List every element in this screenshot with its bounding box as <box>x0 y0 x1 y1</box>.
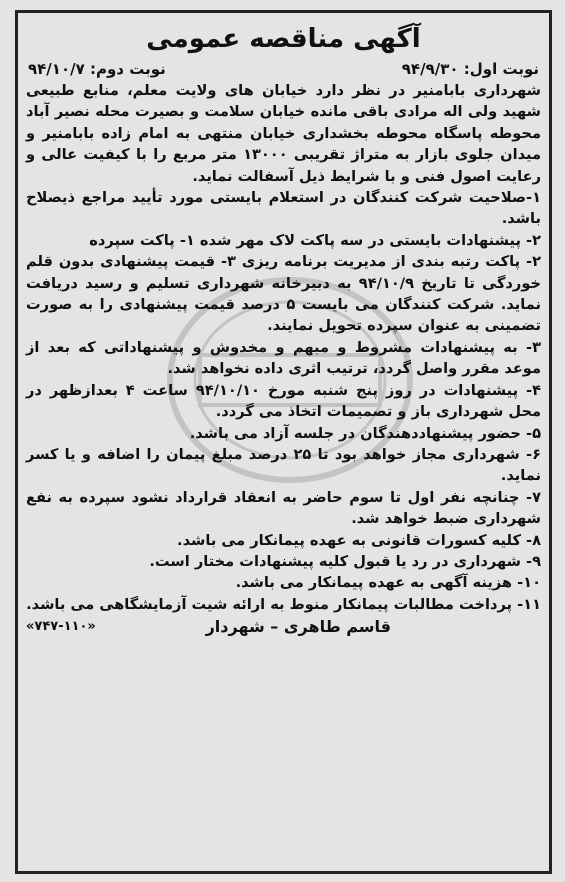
condition-item: ۵- حضور پیشنهاددهندگان در جلسه آزاد می باشد. <box>189 424 541 442</box>
condition-item: ۱۰- هزینه آگهی به عهده پیمانکار می باشد. <box>235 574 541 592</box>
condition-item: ۱۱- پرداخت مطالبات پیمانکار منوط به ارائه شیت آزمایشگاهی می باشد. <box>26 595 541 613</box>
signature-row <box>26 617 541 636</box>
condition-item: ۴- پیشنهادات در روز پنج شنبه مورخ ۹۴/۱۰/۱۰ ساعت ۴ بعدازظهر در محل شهرداری باز و تصمیمات اتخاذ می گردد. <box>26 381 542 421</box>
notice-title: آگهی مناقصه عمومی <box>146 24 421 54</box>
condition-item: ۸- کلیه کسورات قانونی به عهده پیمانکار می باشد. <box>177 531 541 549</box>
notice-body <box>22 16 545 868</box>
second-round-date: نوبت دوم: ۹۴/۱۰/۷ <box>28 60 166 78</box>
condition-item: ۲- پاکت رتبه بندی از مدیریت برنامه ریزی ۳- قیمت پیشنهادی بدون قلم خوردگی تا تاریخ ۹۴/۱۰/۹ به دبیرخانه شهرداری تسلیم و رسید دریافت نماید. شرکت کنندگان می بایست ۵ درصد قیمت پیشنهادی را به صورت تضمینی به عنوان سپرده تحویل نمایند. <box>26 253 542 335</box>
condition-item: ۶- شهرداری مجاز خواهد بود تا ۲۵ درصد مبلغ پیمان را اضافه و یا کسر نماید. <box>26 445 541 485</box>
publication-dates <box>22 58 545 80</box>
condition-item: ۹- شهرداری در رد یا قبول کلیه پیشنهادات مختار است. <box>149 552 541 570</box>
condition-item: ۲- پیشنهادات بایستی در سه پاکت لاک مهر شده ۱- پاکت سپرده <box>89 231 541 249</box>
condition-item: ۳- به پیشنهادات مشروط و مبهم و مخدوش و پیشنهاداتی که بعد از موعد مقرر واصل گردد، ترتیب اثری داده نخواهد شد. <box>26 338 541 378</box>
notice-code: «۷۴۷-۱۱۰» <box>26 619 96 635</box>
intro-paragraph: شهرداری بابامنیر در نظر دارد خیابان های ولایت معلم، منابع طبیعی شهید ولی اله مرادی باقی مانده خیابان سلامت و بصیرت محله نصیر آباد محوطه پاسگاه محوطه بخشداری خیابان منتهی به امام زاده بابامنیر و میدان جلوی بازار به متراژ تقریبی ۱۳۰۰۰ متر مربع را با کیفیت عالی و رعایت اصول فنی و با شرایط ذیل آسفالت نماید. <box>26 82 541 185</box>
first-round-date: نوبت اول: ۹۴/۹/۳۰ <box>401 60 539 78</box>
condition-item: ۷- چنانچه نفر اول تا سوم حاضر به انعقاد قرارداد نشود سپرده به نفع شهرداری ضبط خواهد شد. <box>26 488 541 528</box>
condition-item: ۱-صلاحیت شرکت کنندگان در استعلام بایستی مورد تأیید مراجع ذیصلاح باشد. <box>26 189 541 228</box>
signer-name: قاسم طاهری – شهردار <box>205 617 391 637</box>
